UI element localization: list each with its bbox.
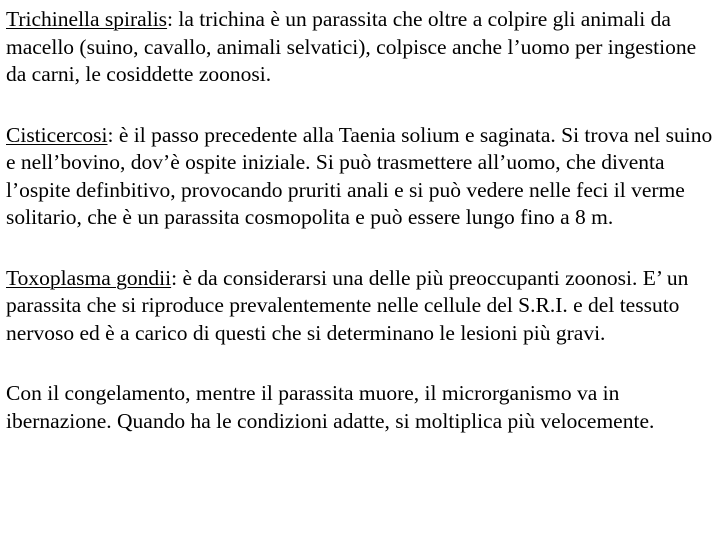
paragraph-trichinella-text: : la trichina è un parassita che oltre a colpire gli animali da macello (suino, cavallo, animali selvatici), colpisce anche l’uomo per ingestione da carni, le cosiddette zoonosi. [6,7,697,86]
paragraph-cisticercosi [6,122,718,232]
term-cisticercosi: Cisticercosi [6,122,108,147]
paragraph-congelamento-text: Con il congelamento, mentre il parassita muore, il microrganismo va in ibernazione. Quando ha le condizioni adatte, si moltiplica più velocemente. [6,381,655,433]
paragraph-trichinella [6,6,718,89]
document-body [6,6,718,468]
paragraph-toxoplasma [6,265,718,348]
paragraph-congelamento [6,380,718,435]
paragraph-toxoplasma-text: : è da considerarsi una delle più preoccupanti zoonosi. E’ un parassita che si riproduce prevalentemente nelle cellule del S.R.I. e del tessuto nervoso ed è a carico di questi che si determinano le lesioni più gravi. [6,265,689,345]
term-toxoplasma-gondii: Toxoplasma gondii [6,265,172,290]
term-trichinella-spiralis: Trichinella spiralis [6,7,168,31]
paragraph-cisticercosi-text: : è il passo precedente alla Taenia solium e saginata. Si trova nel suino e nell’bovino, dov’è ospite iniziale. Si può trasmettere all’uomo, che diventa l’ospite definbitivo, provocando pruriti anali e si può vedere nelle feci il verme solitario, che è un parassita cosmopolita e può essere lungo fino a 8 m. [6,122,713,229]
